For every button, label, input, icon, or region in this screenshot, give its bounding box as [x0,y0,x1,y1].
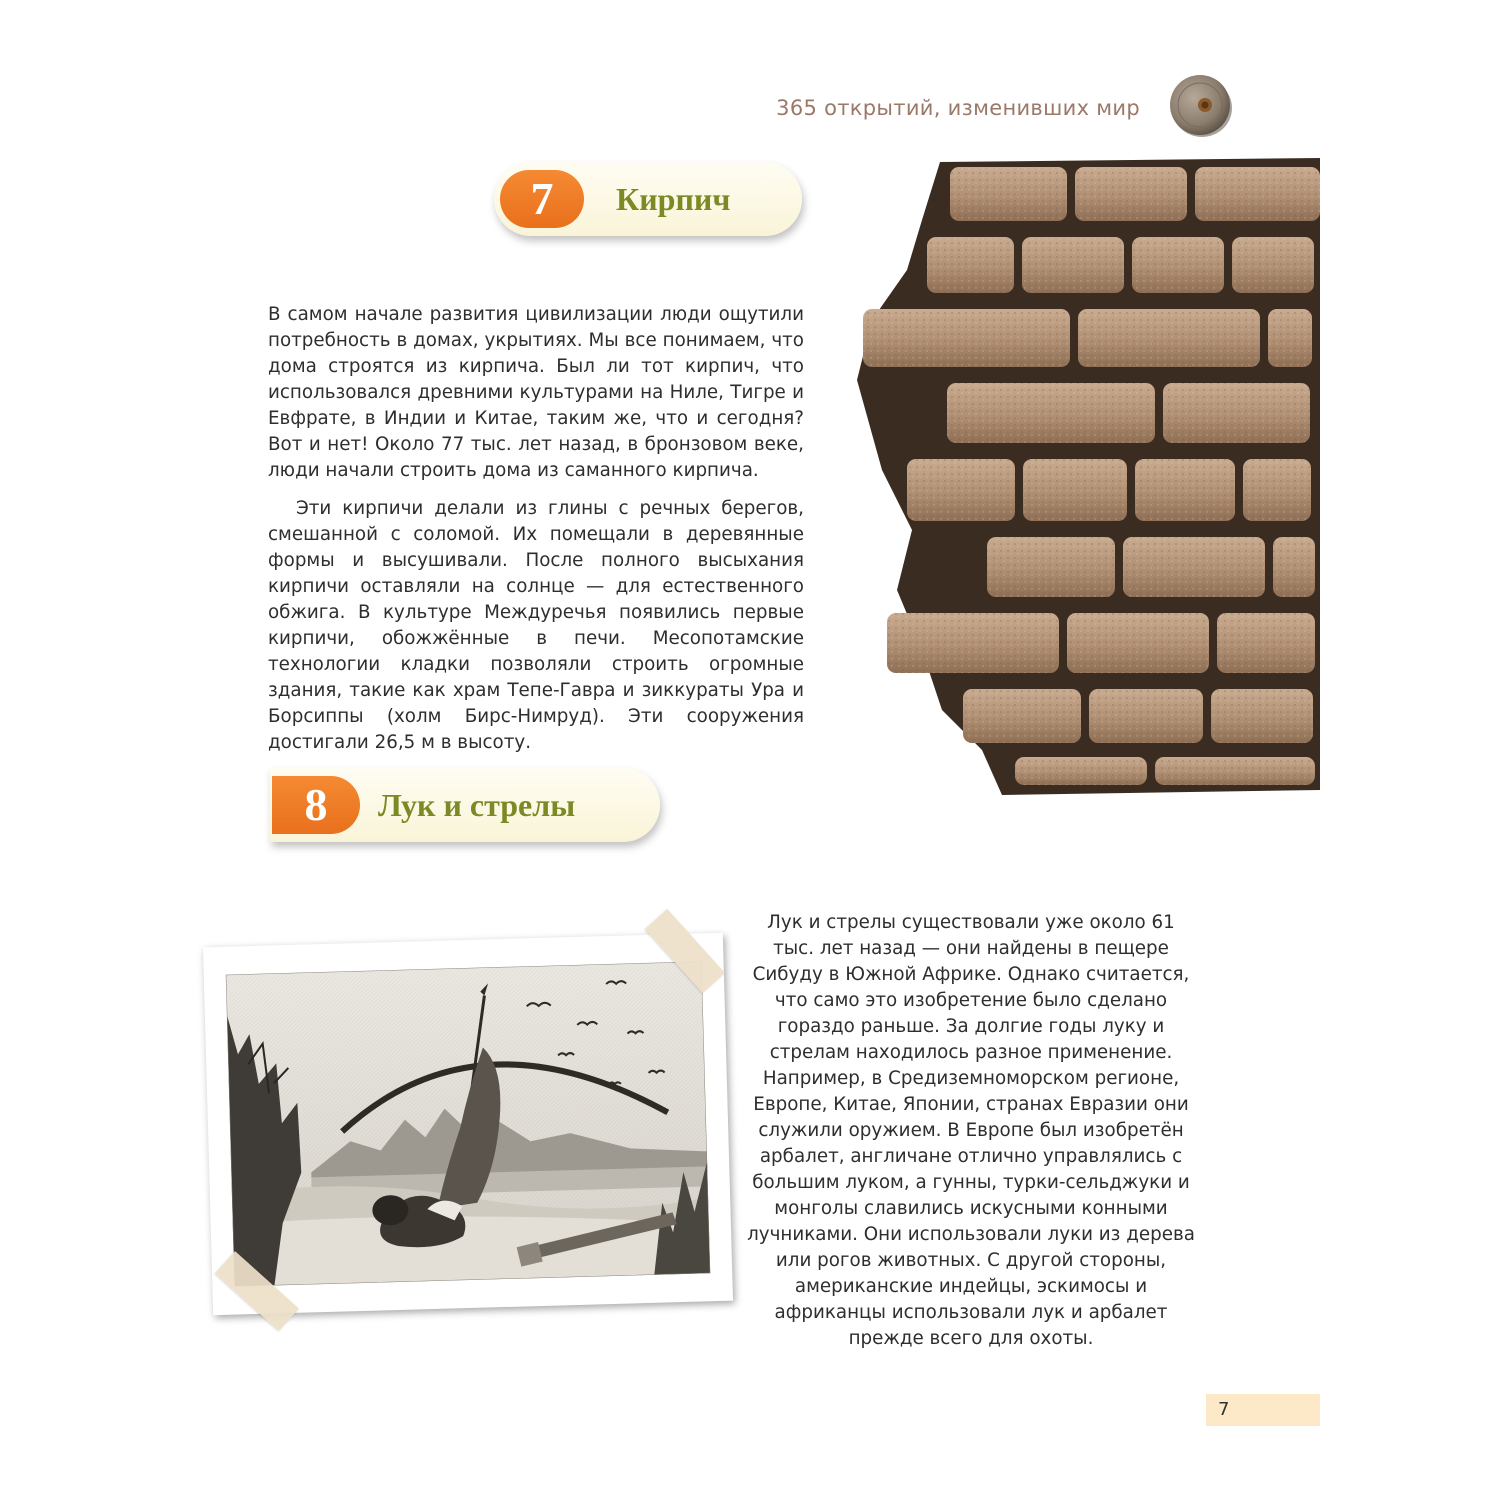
archer-engraving-image [226,961,711,1286]
page-number-tab [1206,1394,1320,1426]
millstone-icon [1168,72,1234,138]
section-8-body [746,910,1196,1352]
section-8-title: Лук и стрелы [378,787,576,823]
section-7-paragraph-1: В самом начале развития цивилизации люди ощутили потребность в домах, укрытиях. Мы все понимаем, что дома строятся из кирпича. Был ли тот кирпич, что использовался древними культурами на Ниле, Тигре и Евфрате, в Индии и Китае, таким же, что и сегодня? Вот и нет! Около 77 тыс. лет назад, в бронзовом веке, люди начали строить дома из саманного кирпича. [268,304,804,481]
section-7-paragraph-2: Эти кирпичи делали из глины с речных берегов, смешанной с соломой. Их помещали в деревянные формы и высушивали. После полного высыхания кирпичи оставляли на солнце — для естественного обжига. В культуре Междуречья появились первые кирпичи, обожжённые в печи. Месопотамские технологии кладки позволяли строить огромные здания, такие как храм Тепе-Гавра и зиккураты Ура и Борсиппы (холм Бирс-Нимруд). Эти сооружения достигали 26,5 м в высоту. [268,498,804,753]
section-8-number: 8 [272,776,360,834]
brick-wall-image [852,150,1320,800]
section-8-paragraph-1: Лук и стрелы существовали уже около 61 тыс. лет назад — они найдены в пещере Сибуду в Южной Африке. Однако считается, что само это изобретение было сделано гораздо раньше. За долгие годы луку и стрелам находилось разное применение. Например, в Средиземноморском регионе, Европе, Китае, Японии, странах Евразии они служили оружием. В Европе был изобретён арбалет, англичане отлично управлялись с большим луком, а гунны, турки-сельджуки и монголы славились искусными конными лучниками. Они использовали луки из дерева или рогов животных. С другой стороны, американские индейцы, эскимосы и африканцы использовали лук и арбалет прежде всего для охоты. [747,912,1195,1349]
archer-engraving-photo [203,933,733,1315]
section-7-number: 7 [500,170,584,228]
section-7-title: Кирпич [616,181,731,217]
section-8-heading [270,768,660,842]
page-number: 7 [1218,1399,1230,1420]
section-7-heading [494,162,802,236]
running-header: 365 открытий, изменивших мир [776,96,1140,120]
section-7-body [268,302,804,756]
